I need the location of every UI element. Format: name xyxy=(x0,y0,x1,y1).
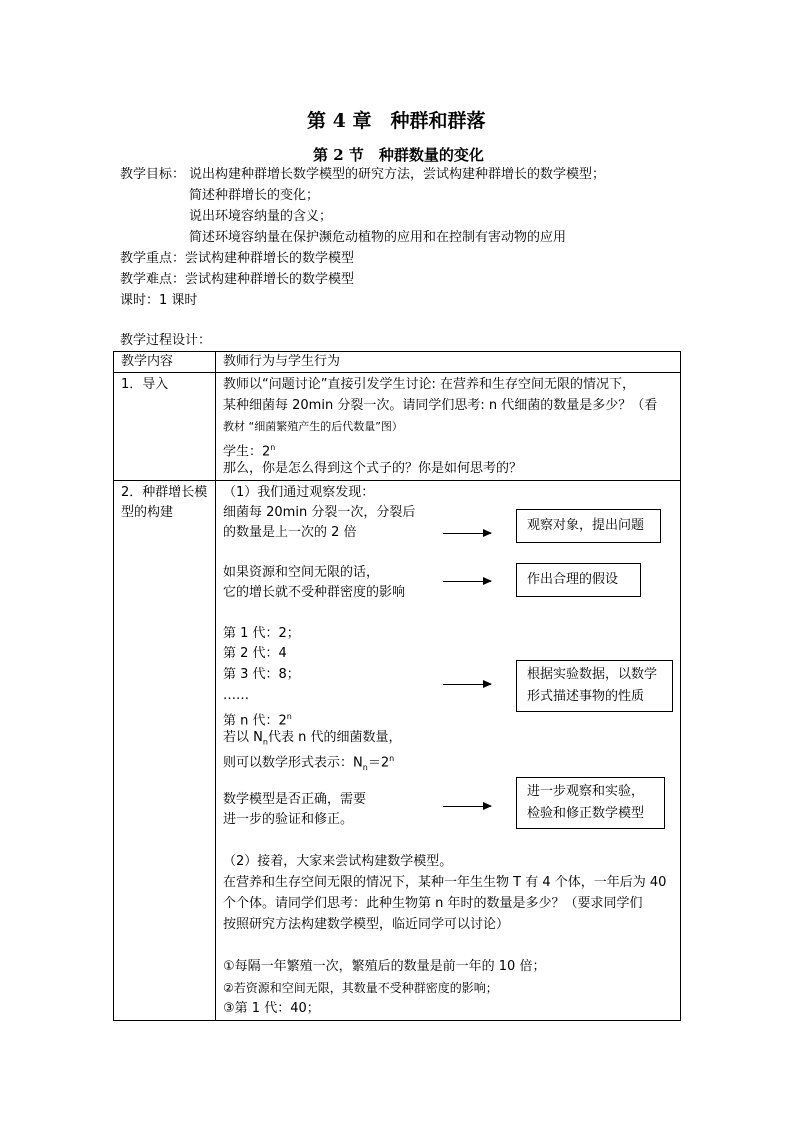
header-teaching-content: 教学内容 xyxy=(121,354,174,369)
gen-n: 第 n 代：2$^n$ xyxy=(223,712,292,729)
model-label-2: 型的构建 xyxy=(121,505,174,520)
observe-line-1: 细菌每 20min 分裂一次，分裂后 xyxy=(223,505,416,520)
section-title: 第 2 节 种群数量的变化 xyxy=(313,146,484,164)
header-teacher-student: 教师行为与学生行为 xyxy=(223,354,341,369)
assume-line-1: 如果资源和空间无限的话， xyxy=(223,565,380,580)
gen-1: 第 1 代：2； xyxy=(223,626,300,641)
formula: 则可以数学形式表示：$N_n=2^n$ xyxy=(223,754,395,772)
question-line-3: 按照研究方法构建数学模型，临近同学可以讨论） xyxy=(223,917,510,932)
arrow-4 xyxy=(443,806,491,807)
nn-definition: 若以 $N_n$代表 n 代的细菌数量， xyxy=(223,730,402,747)
arrow-1 xyxy=(443,533,491,534)
goals-label: 教学目标： xyxy=(120,167,186,182)
chapter-title: 第 4 章 种群和群落 xyxy=(307,110,486,132)
process-table xyxy=(113,351,681,1021)
observe-line-2: 的数量是上一次的 2 倍 xyxy=(223,525,357,540)
intro-line-5: 那么，你是怎么得到这个式子的？你是如何思考的？ xyxy=(223,461,523,476)
question-line-1: 在营养和生存空间无限的情况下，某种一年生生物 T 有 4 个体，一年后为 40 xyxy=(223,875,667,890)
step-1: ①每隔一年繁殖一次，繁殖后的数量是前一年的 10 倍； xyxy=(223,959,546,974)
assume-line-2: 它的增长就不受种群密度的影响 xyxy=(223,585,406,600)
gen-2: 第 2 代：4 xyxy=(223,646,287,661)
intro-label: 1．导入 xyxy=(121,377,169,392)
difficulty: 教学难点：尝试构建种群增长的数学模型 xyxy=(120,272,355,287)
arrow-3 xyxy=(443,684,491,685)
model-label-1: 2．种群增长模 xyxy=(121,485,208,500)
goal-2: 简述种群增长的变化； xyxy=(189,188,320,203)
intro-line-2: 某种细菌每 20min 分裂一次。请同学们思考: n 代细菌的数量是多少？（看 xyxy=(223,398,658,413)
gen-ellipsis: …… xyxy=(223,688,249,703)
intro-line-1: 教师以“问题讨论”直接引发学生讨论: 在营养和生存空间无限的情况下， xyxy=(223,377,635,392)
gen-3: 第 3 代：8； xyxy=(223,667,300,682)
box-verify-model: 进一步观察和实验， 检验和修正数学模型 xyxy=(516,777,665,829)
table-row-intro xyxy=(114,373,681,481)
key-point: 教学重点：尝试构建种群增长的数学模型 xyxy=(120,251,355,266)
intro-line-3: 教材 “细菌繁殖产生的后代数量”图） xyxy=(223,420,403,433)
box-math-description: 根据实验数据，以数学 形式描述事物的性质 xyxy=(516,660,673,712)
goal-1: 说出构建种群增长数学模型的研究方法，尝试构建种群增长的数学模型； xyxy=(189,167,606,182)
goal-4: 简述环境容纳量在保护濒危动植物的应用和在控制有害动物的应用 xyxy=(189,230,567,245)
student-answer: 学生：2$^n$ xyxy=(223,443,276,460)
verify-line-2: 进一步的验证和修正。 xyxy=(223,812,354,827)
try-model-intro: （2）接着，大家来尝试构建数学模型。 xyxy=(223,854,453,869)
class-hours: 课时：1 课时 xyxy=(120,293,198,308)
box-hypothesis: 作出合理的假设 xyxy=(516,563,641,597)
step-3: ③第 1 代：40； xyxy=(223,1001,320,1016)
observe-intro: （1）我们通过观察发现： xyxy=(223,485,375,500)
table-row-model xyxy=(114,481,681,1021)
step-2: ②若资源和空间无限，其数量不受种群密度的影响； xyxy=(223,981,498,995)
table-header-row xyxy=(114,352,681,373)
arrow-2 xyxy=(443,581,491,582)
verify-line-1: 数学模型是否正确，需要 xyxy=(223,792,367,807)
goal-3: 说出环境容纳量的含义； xyxy=(189,209,333,224)
question-line-2: 个个体。请同学们思考：此种生物第 n 年时的数量是多少？（要求同学们 xyxy=(223,896,643,911)
process-label: 教学过程设计： xyxy=(120,333,212,348)
box-observe-question: 观察对象，提出问题 xyxy=(516,509,661,543)
